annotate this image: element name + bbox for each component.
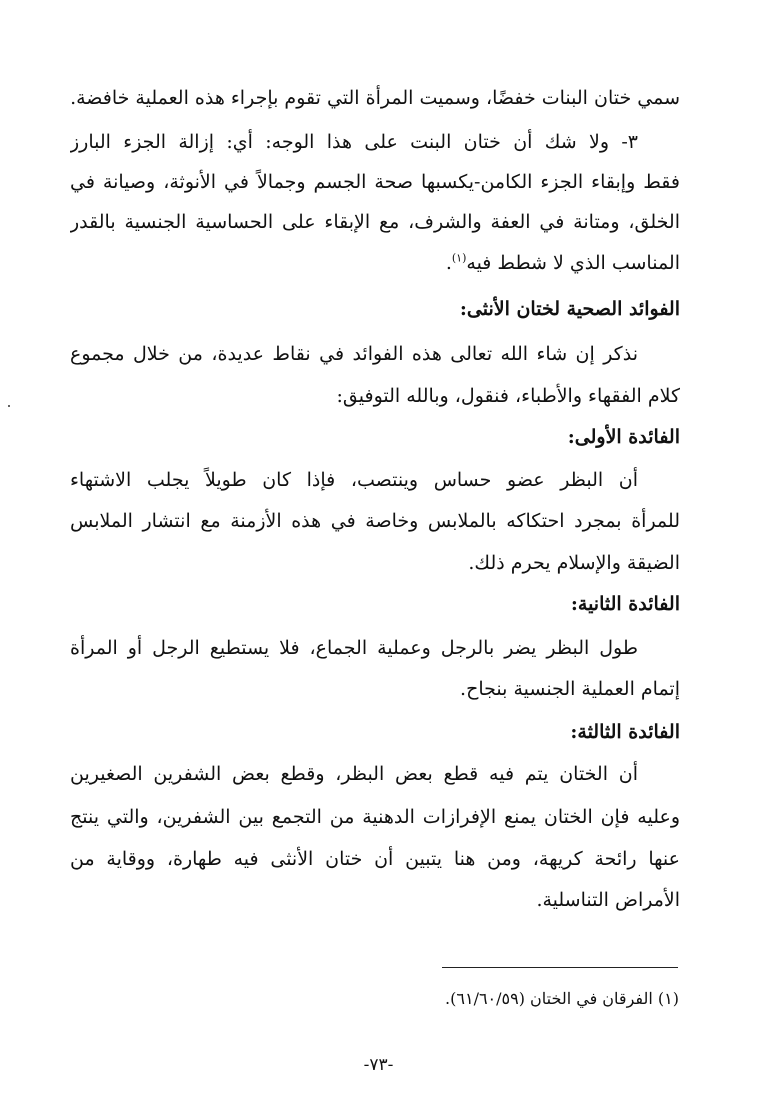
line-text: طول البظر يضر بالرجل وعملية الجماع، فلا يستطيع الرجل أو المرأة <box>70 637 638 659</box>
line-punctuation: . <box>445 252 452 274</box>
line-text: الأمراض التناسلية. <box>536 889 680 911</box>
section-heading <box>70 584 680 624</box>
text-line <box>70 669 680 709</box>
text-line <box>70 202 680 242</box>
footnote-reference[interactable]: (١) <box>451 251 467 265</box>
text-line <box>70 78 680 118</box>
line-text: الضيقة والإسلام يحرم ذلك. <box>468 552 680 574</box>
line-text: للمرأة بمجرد احتكاكه بالملابس وخاصة في هذه الأزمنة مع انتشار الملابس <box>70 510 680 532</box>
text-line <box>70 334 680 374</box>
line-text: عنها رائحة كريهة، ومن هنا يتبين أن ختان الأنثى فيه طهارة، ووقاية من <box>70 848 680 870</box>
line-text: الفوائد الصحية لختان الأنثى: <box>459 298 680 320</box>
line-text: أن البظر عضو حساس وينتصب، فإذا كان طويلاً يجلب الاشتهاء <box>70 469 638 491</box>
line-text: كلام الفقهاء والأطباء، فنقول، وبالله التوفيق: <box>336 385 680 407</box>
text-line <box>70 880 680 920</box>
section-heading <box>70 417 680 457</box>
line-text: الفائدة الأولى: <box>567 426 680 448</box>
text-line <box>70 243 680 283</box>
line-text: فقط وإبقاء الجزء الكامن-يكسبها صحة الجسم وجمالاً في الأنوثة، وصيانة في <box>70 171 680 193</box>
text-line <box>70 839 680 879</box>
footnote-separator <box>442 967 678 968</box>
line-text: الفائدة الثالثة: <box>570 721 680 743</box>
text-line <box>70 122 680 162</box>
footnote: (١) الفرقان في الختان (٦١/٦٠/٥٩). <box>445 989 679 1008</box>
line-text: المناسب الذي لا شطط فيه <box>466 252 680 274</box>
line-text: وعليه فإن الختان يمنع الإفرازات الدهنية من التجمع بين الشفرين، والتي ينتج <box>70 806 680 828</box>
line-text: سمي ختان البنات خفضًا، وسميت المرأة التي تقوم بإجراء هذه العملية خافضة. <box>70 87 680 109</box>
page-number: -٧٣- <box>363 1055 394 1075</box>
line-text: إتمام العملية الجنسية بنجاح. <box>460 678 680 700</box>
line-text: الفائدة الثانية: <box>570 593 680 615</box>
text-line <box>70 628 680 668</box>
text-line <box>70 376 680 416</box>
section-heading <box>70 712 680 752</box>
text-line <box>70 754 680 794</box>
text-line <box>70 543 680 583</box>
text-line <box>70 501 680 541</box>
line-text: ٣- ولا شك أن ختان البنت على هذا الوجه: أي: إزالة الجزء البارز <box>70 131 638 153</box>
text-line <box>70 162 680 202</box>
section-heading <box>70 289 680 329</box>
line-text: نذكر إن شاء الله تعالى هذه الفوائد في نقاط عديدة، من خلال مجموع <box>70 343 638 365</box>
line-text: أن الختان يتم فيه قطع بعض البظر، وقطع بعض الشفرين الصغيرين <box>70 763 638 785</box>
text-line <box>70 797 680 837</box>
text-line <box>70 460 680 500</box>
line-text: الخلق، ومتانة في العفة والشرف، مع الإبقاء على الحساسية الجنسية بالقدر <box>70 211 680 233</box>
margin-mark <box>8 405 10 407</box>
